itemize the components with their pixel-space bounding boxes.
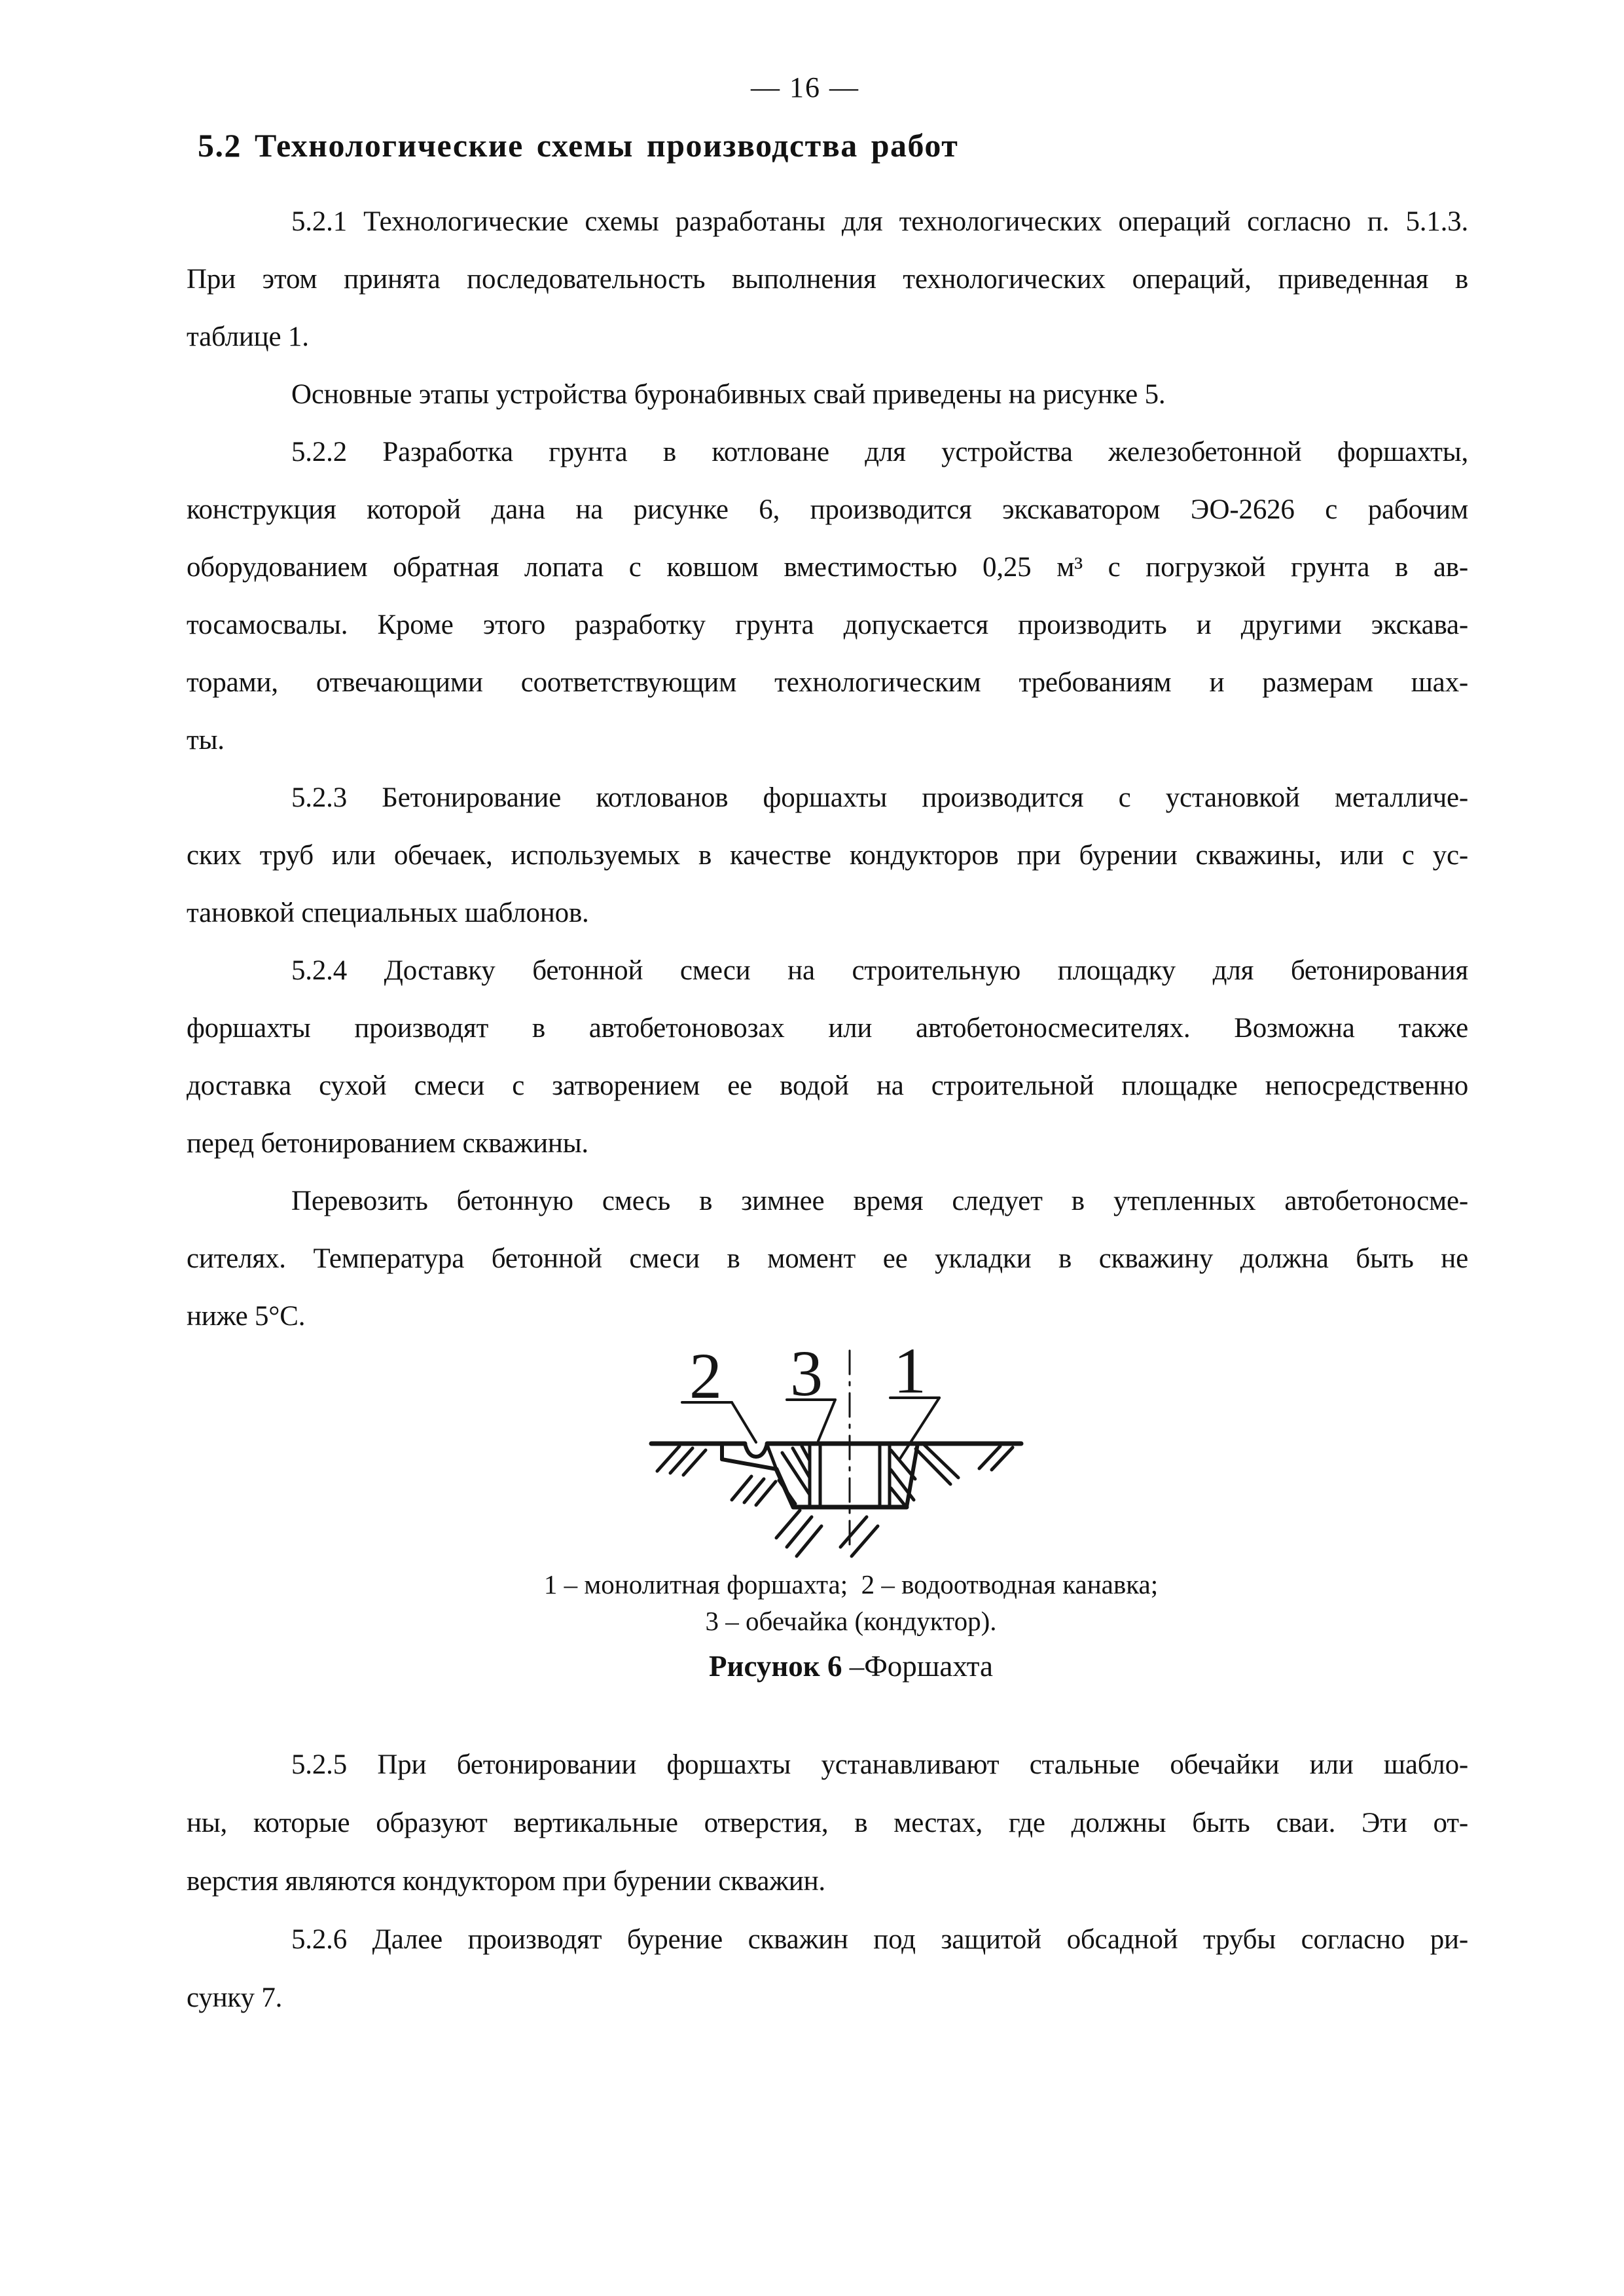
bottom-hatch	[776, 1510, 878, 1556]
text-line: ны, которые образуют вертикальные отверстия, в местах, где должны быть сваи. Эти от-	[187, 1808, 1468, 1838]
text-line: Перевозить бетонную смесь в зимнее время следует в утепленных автобетоносме-	[291, 1186, 1468, 1216]
text-line: 5.2.3 Бетонирование котлованов форшахты производится с установкой металличе-	[291, 782, 1468, 813]
figure-caption-line-1: 1 – монолитная форшахта; 2 – водоотводная канавка;	[543, 1569, 1159, 1599]
figure-caption	[187, 1566, 1515, 1639]
text-line: 5.2.1 Технологические схемы разработаны для технологических операций согласно п. 5.1.3.	[291, 206, 1468, 237]
paragraph	[187, 1173, 1468, 1345]
text-line: Основные этапы устройства буронабивных свай приведены на рисунке 5.	[291, 379, 1166, 410]
paragraph	[187, 769, 1468, 942]
callout-3-label: 3	[790, 1339, 823, 1410]
paragraph	[187, 193, 1468, 366]
body-text-after-figure	[187, 1736, 1468, 2027]
figure-caption-line-2: 3 – обечайка (кондуктор).	[705, 1606, 997, 1636]
concrete-hatch-left	[779, 1446, 810, 1504]
paragraph	[187, 942, 1468, 1173]
page-number: — 16 —	[751, 71, 859, 103]
concrete-hatch-right	[891, 1444, 958, 1506]
text-line: тосамосвалы. Кроме этого разработку грунта допускается производить и другими экскава-	[187, 610, 1468, 640]
text-line: ских труб или обечаек, используемых в качестве кондукторов при бурении скважины, или с ус-	[187, 840, 1468, 871]
text-line: таблице 1.	[187, 321, 309, 352]
text-line: сителях. Температура бетонной смеси в момент ее укладки в скважину должна быть не	[187, 1243, 1468, 1274]
text-line: 5.2.5 При бетонировании форшахты устанавливают стальные обечайки или шабло-	[291, 1749, 1468, 1780]
paragraph	[187, 366, 1468, 424]
paragraph	[187, 1736, 1468, 1910]
text-line: оборудованием обратная лопата с ковшом вместимостью 0,25 м³ с погрузкой грунта в ав-	[187, 552, 1468, 583]
figure-title	[187, 1647, 1515, 1686]
text-line: конструкция которой дана на рисунке 6, производится экскаватором ЭО-2626 с рабочим	[187, 494, 1468, 525]
callout-1	[890, 1339, 939, 1459]
text-line: доставка сухой смеси с затворением ее водой на строительной площадке непосредственно	[187, 1070, 1468, 1101]
section-heading: 5.2 Технологические схемы производства работ	[198, 127, 959, 164]
text-line: тановкой специальных шаблонов.	[187, 898, 589, 928]
figure-6-drawing	[648, 1339, 1041, 1594]
text-line: верстия являются кондуктором при бурении скважин.	[187, 1866, 825, 1897]
figure-name: –Форшахта	[842, 1650, 993, 1683]
callout-1-label: 1	[893, 1339, 926, 1407]
text-line: 5.2.6 Далее производят бурение скважин под защитой обсадной трубы согласно ри-	[291, 1924, 1468, 1955]
text-line: ниже 5°С.	[187, 1301, 306, 1332]
text-line: 5.2.4 Доставку бетонной смеси на строительную площадку для бетонирования	[291, 955, 1468, 986]
text-line: сунку 7.	[187, 1982, 283, 2013]
ground-hatch-right	[979, 1446, 1013, 1470]
text-line: форшахты производят в автобетоновозах или автобетоносмесителях. Возможна также	[187, 1013, 1468, 1044]
text-line: торами, отвечающими соответствующим технологическим требованиям и размерам шах-	[187, 667, 1468, 698]
text-line: 5.2.2 Разработка грунта в котловане для устройства железобетонной форшахты,	[291, 437, 1468, 467]
figure-number: Рисунок 6	[709, 1650, 842, 1683]
callout-2-label: 2	[689, 1339, 722, 1412]
text-line: ты.	[187, 725, 225, 756]
callout-3	[787, 1339, 835, 1441]
foreshaft-cross-section-figure	[648, 1339, 1041, 1594]
paragraph	[187, 1910, 1468, 2027]
paragraph	[187, 424, 1468, 769]
body-text-before-figure	[187, 193, 1468, 1345]
callout-2	[682, 1339, 756, 1442]
text-line: При этом принята последовательность выполнения технологических операций, приведенная в	[187, 264, 1468, 295]
text-line: перед бетонированием скважины.	[187, 1128, 588, 1159]
